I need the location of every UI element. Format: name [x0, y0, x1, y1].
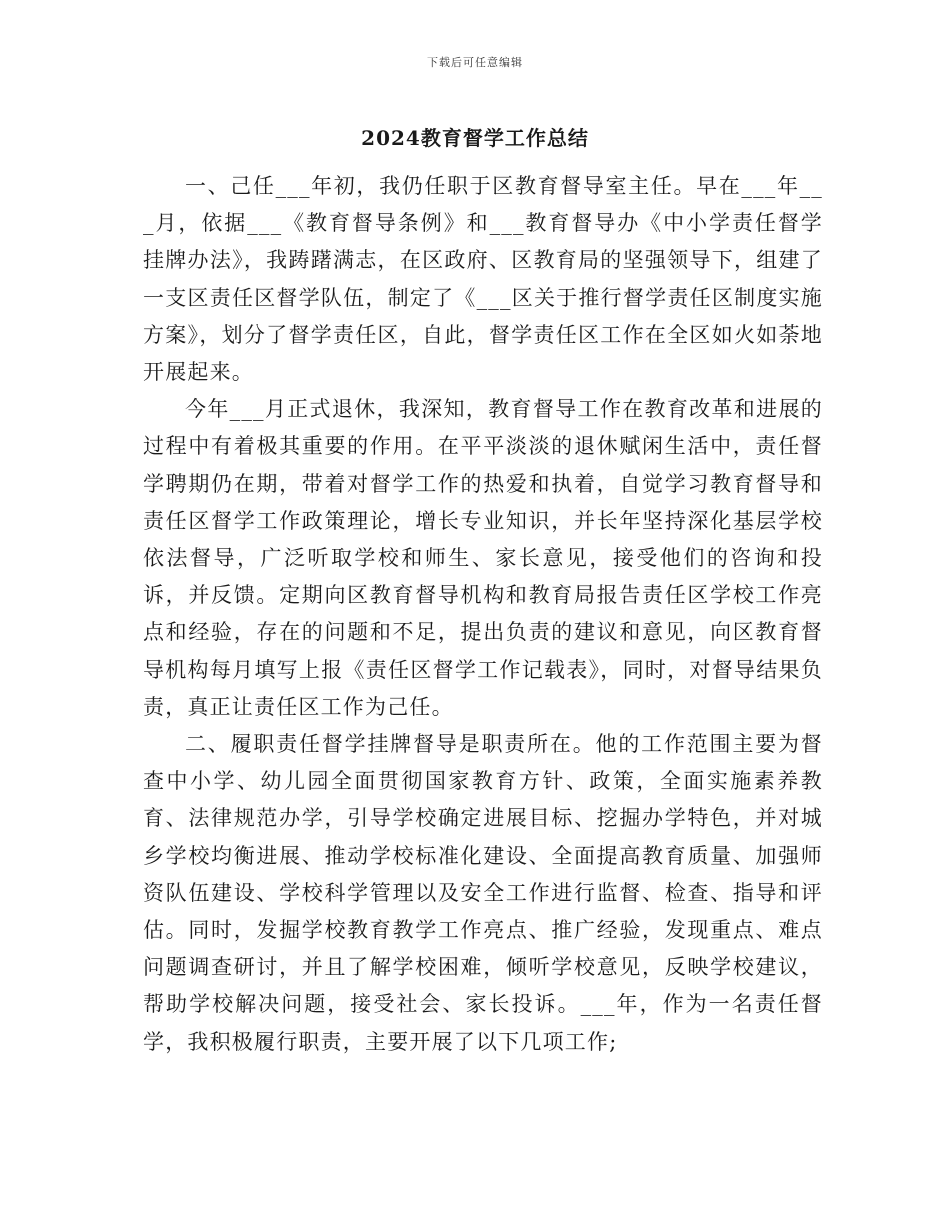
paragraph-3: 二、履职责任督学挂牌督导是职责所在。他的工作范围主要为督查中小学、幼儿园全面贯彻国家教育方针、政策，全面实施素养教育、法律规范办学，引导学校确定进展目标、挖掘办学特色，并对城乡学校均衡进展、推动学校标准化建设、全面提高教育质量、加强师资队伍建设、学校科学管理以及安全工作进行监督、检查、指导和评估。同时，发掘学校教育教学工作亮点、推广经验，发现重点、难点问题调查研讨，并且了解学校困难，倾听学校意见，反映学校建议，帮助学校解决问题，接受社会、家长投诉。___年，作为一名责任督学，我积极履行职责，主要开展了以下几项工作; [143, 732, 823, 1054]
header-note: 下载后可任意编辑 [427, 56, 523, 69]
document-body [143, 168, 823, 1061]
paragraph-2: 今年___月正式退休，我深知，教育督导工作在教育改革和进展的过程中有着极其重要的作用。在平平淡淡的退休赋闲生活中，责任督学聘期仍在期，带着对督学工作的热爱和执着，自觉学习教育督导和责任区督学工作政策理论，增长专业知识，并长年坚持深化基层学校依法督导，广泛听取学校和师生、家长意见，接受他们的咨询和投诉，并反馈。定期向区教育督导机构和教育局报告责任区学校工作亮点和经验，存在的问题和不足，提出负责的建议和意见，向区教育督导机构每月填写上报《责任区督学工作记载表》，同时，对督导结果负责，真正让责任区工作为己任。 [143, 397, 823, 719]
document-title: 2024教育督学工作总结 [361, 126, 589, 150]
paragraph-1: 一、己任___年初，我仍任职于区教育督导室主任。早在___年___月，依据___《教育督导条例》和___教育督导办《中小学责任督学挂牌办法》，我踌躇满志，在区政府、区教育局的坚强领导下，组建了一支区责任区督学队伍，制定了《___区关于推行督学责任区制度实施方案》，划分了督学责任区，自此，督学责任区工作在全区如火如荼地开展起来。 [143, 174, 823, 385]
